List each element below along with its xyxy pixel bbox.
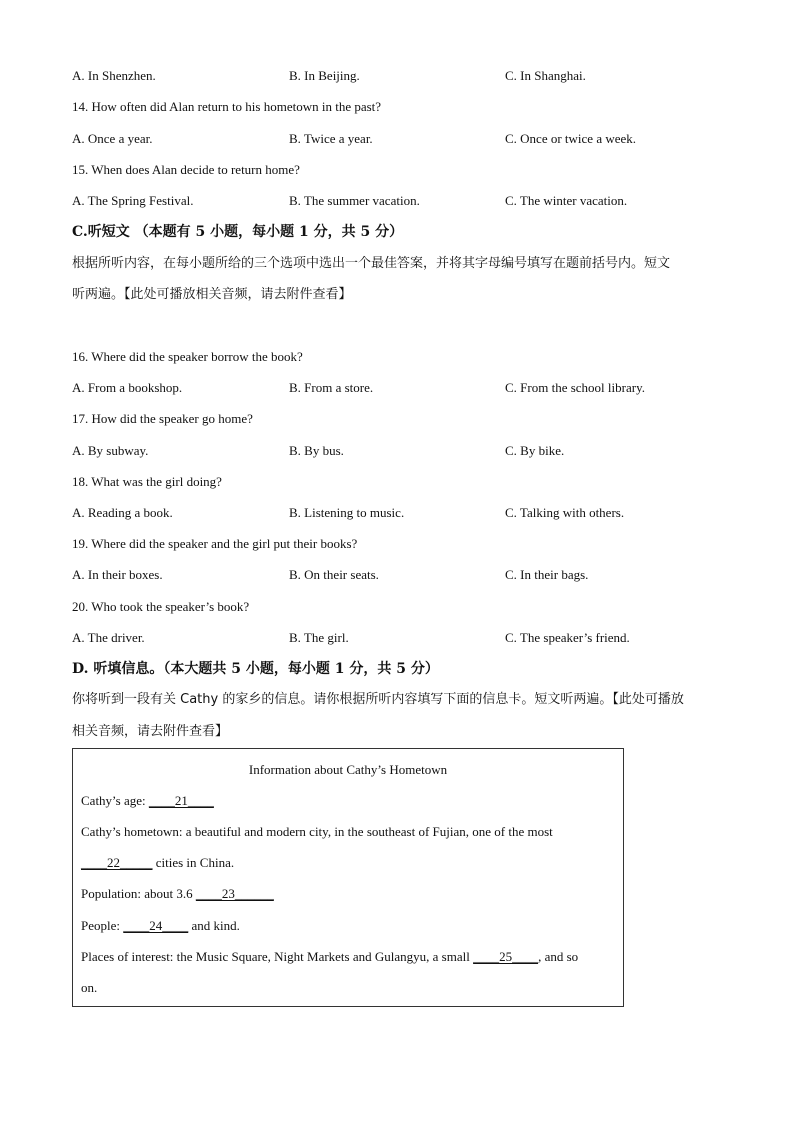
- q19-question: 19. Where did the speaker and the girl put their books?: [72, 536, 358, 551]
- q14-option-c: C. Once or twice a week.: [505, 131, 637, 146]
- q17-option-a: A. By subway.: [72, 443, 149, 458]
- q18-option-c: C. Talking with others.: [505, 505, 625, 520]
- people-row: [81, 917, 240, 935]
- people-label: People:: [81, 918, 124, 933]
- q16-options: [72, 379, 732, 397]
- q17-question: 17. How did the speaker go home?: [72, 411, 253, 426]
- q16-option-b: B. From a store.: [289, 380, 374, 395]
- q18-option-a: A. Reading a book.: [72, 505, 173, 520]
- q20-option-b: B. The girl.: [289, 630, 349, 645]
- q13-options: [72, 67, 732, 85]
- blank-22[interactable]: ____22_____: [81, 855, 153, 870]
- q16-option-a: A. From a bookshop.: [72, 380, 183, 395]
- info-card-title: Information about Cathy’s Hometown: [248, 762, 448, 777]
- people-tail: and kind.: [188, 918, 240, 933]
- q16-question: 16. Where did the speaker borrow the book?: [72, 349, 303, 364]
- info-card: [72, 748, 624, 1007]
- q19-options: [72, 566, 732, 584]
- places-label: Places of interest: the Music Square, Night Markets and Gulangyu, a small: [81, 949, 474, 964]
- q20-options: [72, 629, 732, 647]
- section-c-instruction-2: 听两遍。【此处可播放相关音频，请去附件查看】: [72, 287, 352, 302]
- q13-option-b: B. In Beijing.: [289, 68, 360, 83]
- q19-option-c: C. In their bags.: [505, 567, 589, 582]
- q19-option-b: B. On their seats.: [289, 567, 379, 582]
- section-d-title: D. 听填信息。（本大题共 5 小题，每小题 1 分，共 5 分）: [72, 661, 439, 677]
- age-label: Cathy’s age:: [81, 793, 149, 808]
- q14-option-b: B. Twice a year.: [289, 131, 373, 146]
- q18-options: [72, 504, 732, 522]
- blank-21[interactable]: ____21____: [148, 793, 214, 808]
- q15-options: [72, 192, 732, 210]
- q15-option-b: B. The summer vacation.: [289, 193, 420, 208]
- q17-option-c: C. By bike.: [505, 443, 565, 458]
- places-row-1: [81, 948, 578, 966]
- q13-option-c: C. In Shanghai.: [505, 68, 586, 83]
- q16-option-c: C. From the school library.: [505, 380, 645, 395]
- q13-option-a: A. In Shenzhen.: [72, 68, 156, 83]
- section-d-instruction-2: 相关音频，请去附件查看】: [72, 724, 229, 739]
- q17-option-b: B. By bus.: [289, 443, 344, 458]
- q14-option-a: A. Once a year.: [72, 131, 153, 146]
- q14-options: [72, 130, 732, 148]
- section-d-instruction-1: 你将听到一段有关 Cathy 的家乡的信息。请你根据所听内容填写下面的信息卡。短文听两遍。【此处可播放: [72, 692, 684, 707]
- q20-option-c: C. The speaker’s friend.: [505, 630, 630, 645]
- q15-question: 15. When does Alan decide to return home?: [72, 162, 300, 177]
- q20-question: 20. Who took the speaker’s book?: [72, 599, 250, 614]
- section-c-title: C.听短文 （本题有 5 小题，每小题 1 分，共 5 分）: [72, 224, 404, 240]
- blank-24[interactable]: ____24____: [123, 918, 189, 933]
- population-row: [81, 885, 274, 903]
- q15-option-c: C. The winter vacation.: [505, 193, 628, 208]
- section-c-instruction-1: 根据所听内容，在每小题所给的三个选项中选出一个最佳答案，并将其字母编号填写在题前括号内。短文: [72, 256, 671, 271]
- hometown-tail: cities in China.: [152, 855, 235, 870]
- places-row-2: on.: [81, 980, 98, 995]
- blank-23[interactable]: ____23______: [195, 886, 274, 901]
- q18-option-b: B. Listening to music.: [289, 505, 405, 520]
- blank-25[interactable]: ____25____: [473, 949, 539, 964]
- q18-question: 18. What was the girl doing?: [72, 474, 222, 489]
- age-row: [81, 792, 214, 810]
- q19-option-a: A. In their boxes.: [72, 567, 163, 582]
- hometown-row-2: [81, 854, 234, 872]
- population-label: Population: about 3.6: [81, 886, 196, 901]
- q17-options: [72, 442, 732, 460]
- q14-question: 14. How often did Alan return to his hometown in the past?: [72, 99, 382, 114]
- q20-option-a: A. The driver.: [72, 630, 145, 645]
- hometown-row-1: Cathy’s hometown: a beautiful and modern city, in the southeast of Fujian, one of the most: [81, 824, 553, 839]
- q15-option-a: A. The Spring Festival.: [72, 193, 194, 208]
- places-tail: , and so: [538, 949, 579, 964]
